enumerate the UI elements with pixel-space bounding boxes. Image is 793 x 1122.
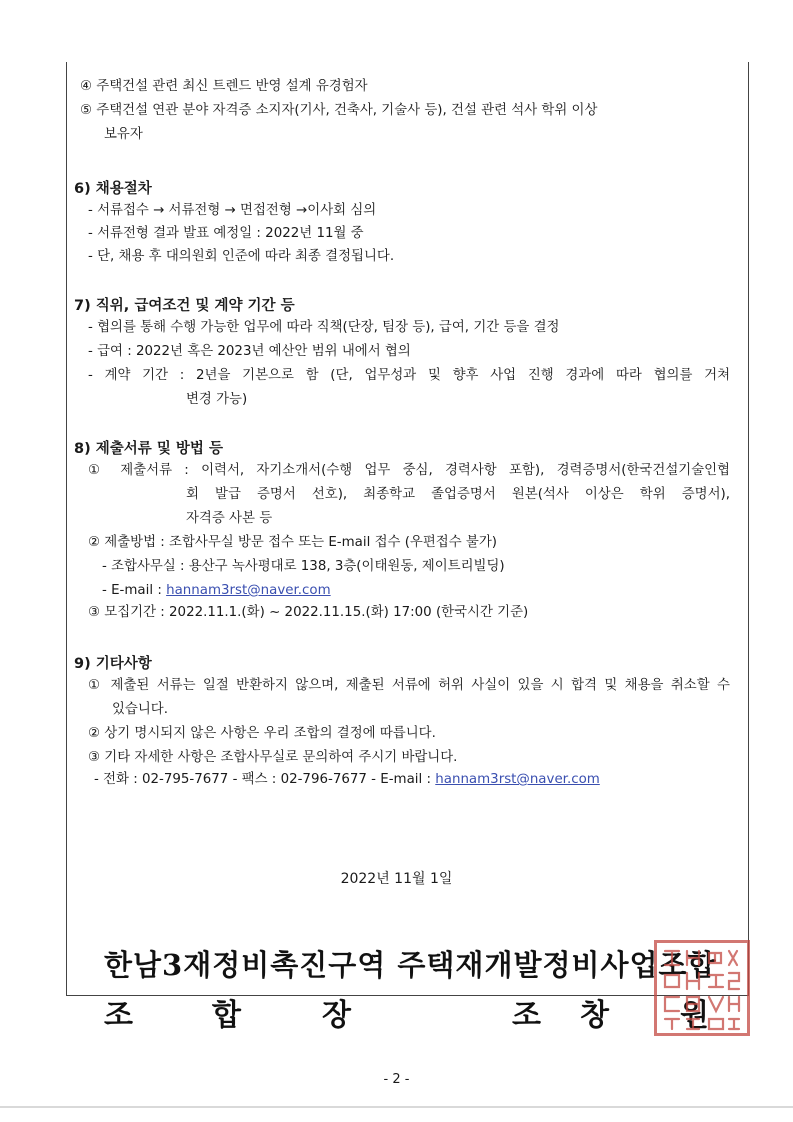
signature-role-char: 장 xyxy=(322,998,351,1033)
organization-name: 한남3재정비촉진구역 주택재개발정비사업조합 xyxy=(104,948,717,982)
section-8-email-row xyxy=(102,582,331,600)
section-9-item-cont: 있습니다. xyxy=(112,702,168,717)
section-9-item: ② 상기 명시되지 않은 사항은 우리 조합의 결정에 따릅니다. xyxy=(88,726,436,741)
section-6-item: - 서류전형 결과 발표 예정일 : 2022년 11월 중 xyxy=(88,226,364,241)
qualification-item-5-cont: 보유자 xyxy=(104,127,143,142)
section-8-item-cont: 자격증 사본 등 xyxy=(186,511,273,526)
signature-role-char: 합 xyxy=(212,998,241,1033)
contact-text: - 전화 : 02-795-7677 - 팩스 : 02-796-7677 - E-mail : xyxy=(94,772,436,787)
section-7-item: - 계약 기간 : 2년을 기본으로 함 (단, 업무성과 및 향후 사업 진행 경과에 따라 협의를 거쳐 xyxy=(88,368,730,383)
signature-name-char: 창 xyxy=(580,998,609,1033)
section-6-title: 6) 채용절차 xyxy=(74,181,152,197)
section-9-item: ① 제출된 서류는 일절 반환하지 않으며, 제출된 서류에 허위 사실이 있을 시 합격 및 채용을 취소할 수 xyxy=(88,678,730,693)
qualification-item-5: ⑤ 주택건설 연관 분야 자격증 소지자(기사, 건축사, 기술사 등), 건설 관련 석사 학위 이상 xyxy=(80,103,598,118)
email-link[interactable]: hannam3rst@naver.com xyxy=(435,772,600,787)
section-8-item-cont: 회 발급 증명서 선호), 최종학교 졸업증명서 원본(석사 이상은 학위 증명서), xyxy=(186,487,730,502)
signature-name-char: 조 xyxy=(512,998,541,1033)
section-7-item: - 급여 : 2022년 혹은 2023년 예산안 범위 내에서 협의 xyxy=(88,344,411,359)
document-date: 2022년 11월 1일 xyxy=(340,871,453,887)
section-8-item: ② 제출방법 : 조합사무실 방문 접수 또는 E-mail 접수 (우편접수 불가) xyxy=(88,535,498,550)
section-8-item: - 조합사무실 : 용산구 녹사평대로 138, 3층(이태원동, 제이트리빌딩) xyxy=(102,559,505,574)
section-9-contact-row xyxy=(94,771,600,789)
section-6-item: - 서류접수 → 서류전형 → 면접전형 →이사회 심의 xyxy=(88,203,377,218)
section-6-item: - 단, 채용 후 대의원회 인준에 따라 최종 결정됩니다. xyxy=(88,249,395,264)
section-7-item-cont: 변경 가능) xyxy=(186,392,248,407)
signature-name-char: 원 xyxy=(680,998,709,1033)
section-8-item: ③ 모집기간 : 2022.11.1.(화) ~ 2022.11.15.(화) 17:00 (한국시간 기준) xyxy=(88,605,529,620)
page-number: - 2 - xyxy=(383,1072,410,1087)
official-seal-icon xyxy=(654,940,750,1036)
page-bottom-divider xyxy=(0,1106,793,1108)
section-7-item: - 협의를 통해 수행 가능한 업무에 따라 직책(단장, 팀장 등), 급여, 기간 등을 결정 xyxy=(88,320,560,335)
section-8-title: 8) 제출서류 및 방법 등 xyxy=(74,441,223,457)
section-7-title: 7) 직위, 급여조건 및 계약 기간 등 xyxy=(74,298,295,314)
qualification-item-4: ④ 주택건설 관련 최신 트렌드 반영 설계 유경험자 xyxy=(80,79,368,94)
email-label: - E-mail : xyxy=(102,583,167,598)
email-link[interactable]: hannam3rst@naver.com xyxy=(166,583,331,598)
section-9-title: 9) 기타사항 xyxy=(74,656,152,672)
signature-role-char: 조 xyxy=(104,998,133,1033)
section-9-item: ③ 기타 자세한 사항은 조합사무실로 문의하여 주시기 바랍니다. xyxy=(88,750,458,765)
section-8-item: ① 제출서류 : 이력서, 자기소개서(수행 업무 중심, 경력사항 포함), 경력증명서(한국건설기술인협 xyxy=(88,463,730,478)
